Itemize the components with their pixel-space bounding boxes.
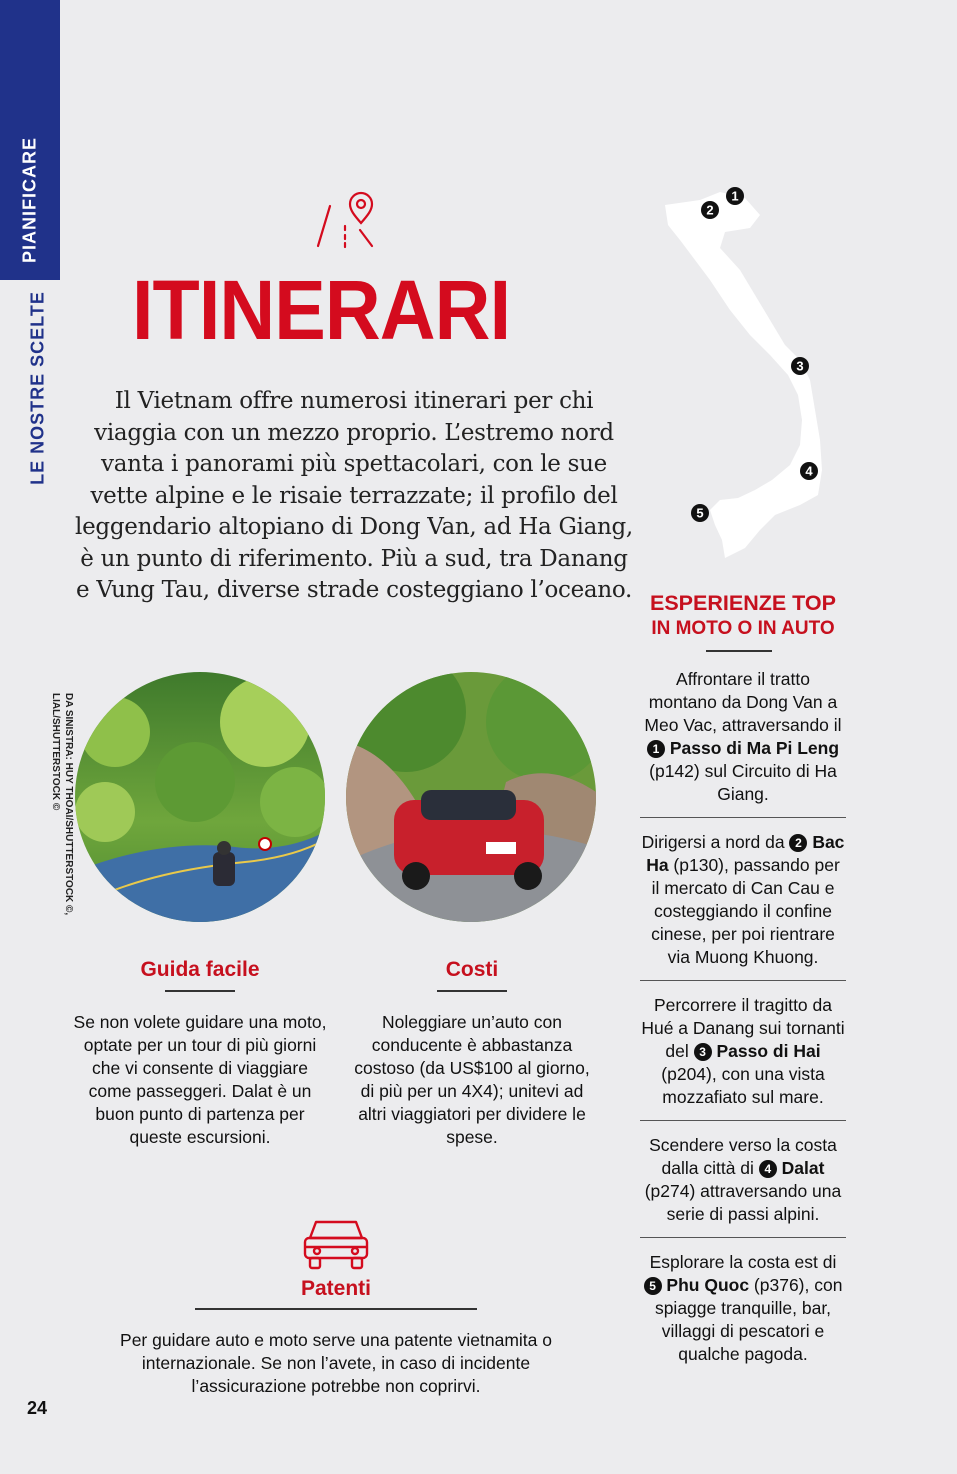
red-car-road-photo (346, 672, 596, 922)
experience-item (640, 994, 846, 1121)
experience-text: (p274) attraversando una serie di passi alpini. (644, 1181, 842, 1224)
experience-item (640, 831, 846, 981)
experience-item (640, 1134, 846, 1238)
number-badge: 1 (647, 740, 665, 758)
place-name: Bac Ha (646, 832, 845, 875)
divider (706, 650, 772, 652)
number-badge: 2 (789, 834, 807, 852)
map-marker-2 (701, 201, 719, 219)
place-name: Passo di Hai (716, 1041, 821, 1061)
experiences-list (640, 668, 846, 1390)
map-marker-4 (800, 462, 818, 480)
divider (437, 990, 507, 992)
place-name: Dalat (781, 1158, 825, 1178)
svg-text:5: 5 (696, 505, 704, 521)
number-badge: 4 (759, 1160, 777, 1178)
subsection-label: LE NOSTRE SCELTE (27, 291, 48, 485)
licence-text: Per guidare auto e moto serve una patente vietnamita o internazionale. Se non l’avete, in caso di incidente l’assicurazione potrebbe non coprirvi. (120, 1330, 552, 1396)
experience-text: (p204), con una vista mozzafiato sul mare. (661, 1064, 825, 1107)
svg-text:3: 3 (796, 358, 804, 374)
svg-text:2: 2 (706, 202, 714, 218)
number-badge: 5 (644, 1277, 662, 1295)
experience-text: Percorrere il tragitto da Hué a Danang sui tornanti del (641, 995, 845, 1061)
map-marker-1 (726, 187, 744, 205)
place-name: Passo di Ma Pi Leng (669, 738, 840, 758)
heading-line-2: IN MOTO O IN AUTO (651, 618, 835, 639)
page-title: ITINERARI (132, 263, 511, 357)
experience-text: (p376), con spiagge tranquille, bar, villaggi di pescatori e qualche pagoda. (654, 1275, 843, 1364)
costs-text: Noleggiare un’auto con conducente è abbastanza costoso (da US$100 al giorno, di più per un 4X4); unitevi ad altri viaggiatori per dividere le spese. (354, 1012, 590, 1147)
licence-heading: Patenti (300, 1277, 371, 1300)
section-tab (0, 0, 60, 280)
section-label: PIANIFICARE (19, 136, 40, 264)
svg-text:4: 4 (805, 463, 813, 479)
experience-text: Dirigersi a nord da (641, 832, 790, 852)
experience-item (640, 1251, 846, 1377)
car-icon (302, 1216, 370, 1272)
road-pin-icon (314, 190, 376, 250)
experience-text: (p142) sul Circuito di Ha Giang. (649, 761, 837, 804)
top-experiences-heading (633, 590, 853, 642)
place-name: Phu Quoc (666, 1275, 750, 1295)
divider (195, 1308, 477, 1310)
divider (165, 990, 235, 992)
intro-paragraph: Il Vietnam offre numerosi itinerari per chi viaggia con un mezzo proprio. L’estremo nord vanta i panorami più spettacolari, con le sue vette alpine e le risaie terrazzate; il profilo del leggendario altopiano di Dong Van, ad Ha Giang, è un punto di riferimento. Più a sud, tra Danang e Vung Tau, diverse strade costeggiano l’oceano. (75, 388, 633, 603)
page-number: 24 (27, 1398, 48, 1418)
heading-line-1: ESPERIENZE TOP (650, 591, 836, 615)
experience-text: Esplorare la costa est di (649, 1252, 837, 1272)
experience-text: Scendere verso la costa dalla città di (649, 1135, 837, 1178)
experience-text: Affrontare il tratto montano da Dong Van a Meo Vac, attraversando il (644, 669, 842, 735)
experience-item (640, 668, 846, 818)
svg-text:1: 1 (731, 188, 739, 204)
easy-driving-text: Se non volete guidare una moto, optate per un tour di più giorni che vi consente di viaggiare come passeggeri. Dalat è un buon punto di partenza per queste escursioni. (73, 1012, 327, 1147)
map-marker-5 (691, 504, 709, 522)
motorbike-road-photo (75, 672, 325, 922)
experience-text: (p130), passando per il mercato di Can Cau e costeggiando il confine cinese, per poi rientrare via Muong Khuong. (651, 855, 840, 967)
easy-driving-heading: Guida facile (140, 958, 260, 981)
map-marker-3 (791, 357, 809, 375)
vietnam-map (650, 180, 950, 570)
photo-credit: DA SINISTRA: HUY THOAI/SHUTTERSTOCK ©, LIAL/SHUTTERSTOCK © (50, 693, 74, 916)
number-badge: 3 (694, 1043, 712, 1061)
costs-heading: Costi (445, 958, 499, 981)
